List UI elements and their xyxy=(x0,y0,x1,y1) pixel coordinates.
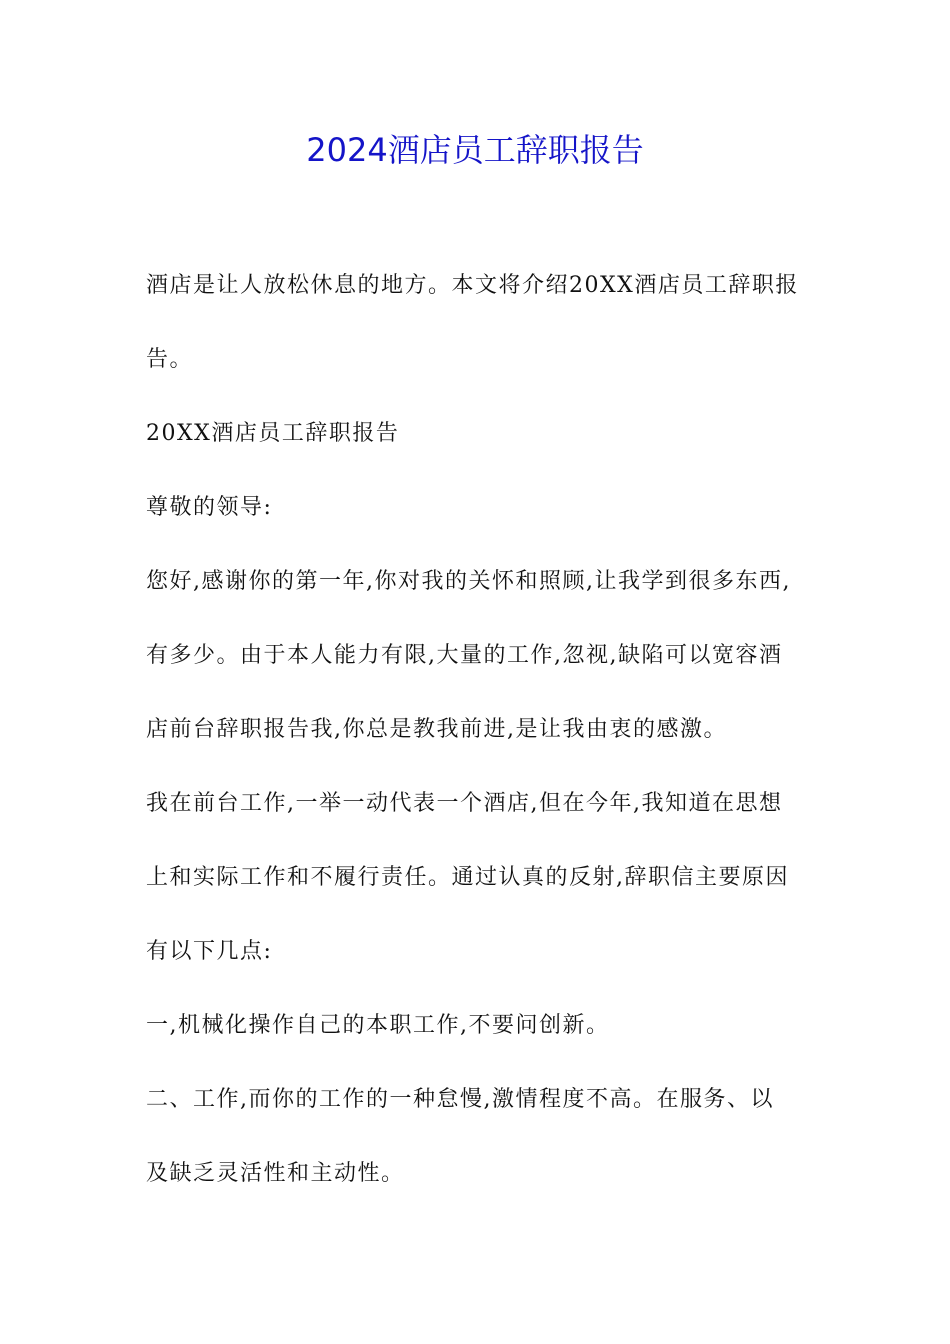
paragraph-line: 有以下几点: xyxy=(146,939,273,964)
list-item-2-continued: 及缺乏灵活性和主动性。 xyxy=(146,1161,405,1186)
paragraph-line: 上和实际工作和不履行责任。通过认真的反射,辞职信主要原因 xyxy=(146,865,789,890)
paragraph-line: 店前台辞职报告我,你总是教我前进,是让我由衷的感激。 xyxy=(146,717,727,742)
intro-line-2: 告。 xyxy=(146,347,194,372)
salutation: 尊敬的领导: xyxy=(146,495,273,520)
intro-line-1: 酒店是让人放松休息的地方。本文将介绍20XX酒店员工辞职报 xyxy=(146,273,799,298)
paragraph-line: 有多少。由于本人能力有限,大量的工作,忽视,缺陷可以宽容酒 xyxy=(146,643,783,668)
document-title: 2024酒店员工辞职报告 xyxy=(306,131,644,169)
letter-heading: 20XX酒店员工辞职报告 xyxy=(146,421,400,446)
list-item-1: 一,机械化操作自己的本职工作,不要问创新。 xyxy=(146,1013,610,1038)
paragraph-line: 您好,感谢你的第一年,你对我的关怀和照顾,让我学到很多东西, xyxy=(146,569,791,594)
document-body xyxy=(146,249,816,1211)
list-item-2: 二、工作,而你的工作的一种怠慢,激情程度不高。在服务、以 xyxy=(146,1087,774,1112)
paragraph-line: 我在前台工作,一举一动代表一个酒店,但在今年,我知道在思想 xyxy=(146,791,783,816)
